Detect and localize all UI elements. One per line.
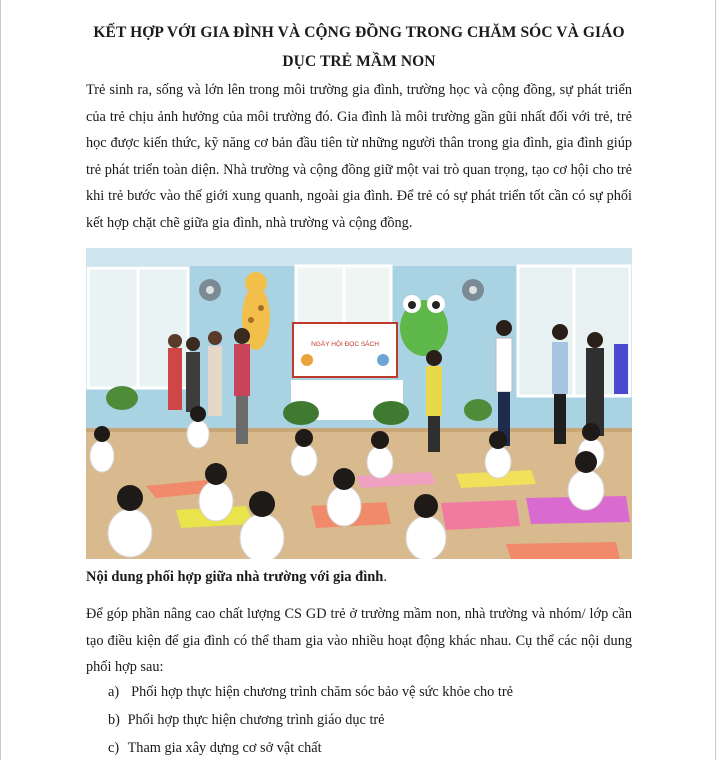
list-marker: c)	[108, 740, 120, 756]
list-item-text: Tham gia xây dựng cơ sở vật chất	[127, 740, 322, 756]
banner-text: NGÀY HỘI ĐỌC SÁCH	[311, 341, 379, 348]
page-title: KẾT HỢP VỚI GIA ĐÌNH VÀ CỘNG ĐỒNG TRONG CHĂM SÓC VÀ GIÁO DỤC TRẺ MẦM NON	[93, 24, 625, 70]
list-marker: b)	[108, 712, 120, 728]
list-marker: a)	[108, 684, 120, 700]
intro-paragraph: Trẻ sinh ra, sống và lớn lên trong môi trường gia đình, trường học và cộng đồng, sự phát triển của trẻ chịu ảnh hưởng của môi trường đó. Gia đình là môi trường gần gũi nhất đối với trẻ, trẻ học được kiến thức, kỹ năng cơ bản đầu tiên từ những người thân trong gia đình, gia đình giúp trẻ phát triển toàn diện. Nhà trường và cộng đồng giữ một vai trò quan trọng, tạo cơ hội cho trẻ khi trẻ bước vào thế giới xung quanh, ngoài gia đình. Để trẻ có sự phát triển tốt cần có sự phối kết hợp chặt chẽ giữa gia đình, nhà trường và cộng đồng.	[86, 82, 632, 231]
classroom-photo	[86, 248, 632, 559]
cooperation-list	[108, 678, 513, 762]
section-heading-text: Nội dung phối hợp giữa nhà trường với gia đình	[86, 569, 384, 585]
list-item	[108, 734, 513, 762]
list-item	[108, 706, 513, 734]
body-paragraph: Để góp phần nâng cao chất lượng CS GD trẻ ở trường mầm non, nhà trường và nhóm/ lớp cần tạo điều kiện để gia đình có thể tham gia vào nhiều hoạt động khác nhau. Cụ thể các nội dung phối hợp sau:	[86, 606, 632, 676]
list-item	[108, 678, 513, 706]
list-item-text: Phối hợp thực hiện chương trình giáo dục trẻ	[127, 712, 385, 728]
list-item-text: Phối hợp thực hiện chương trình chăm sóc bảo vệ sức khỏe cho trẻ	[131, 684, 513, 700]
section-heading-dot: .	[383, 569, 387, 585]
page-edge-left	[0, 0, 1, 760]
section-heading	[86, 567, 387, 587]
